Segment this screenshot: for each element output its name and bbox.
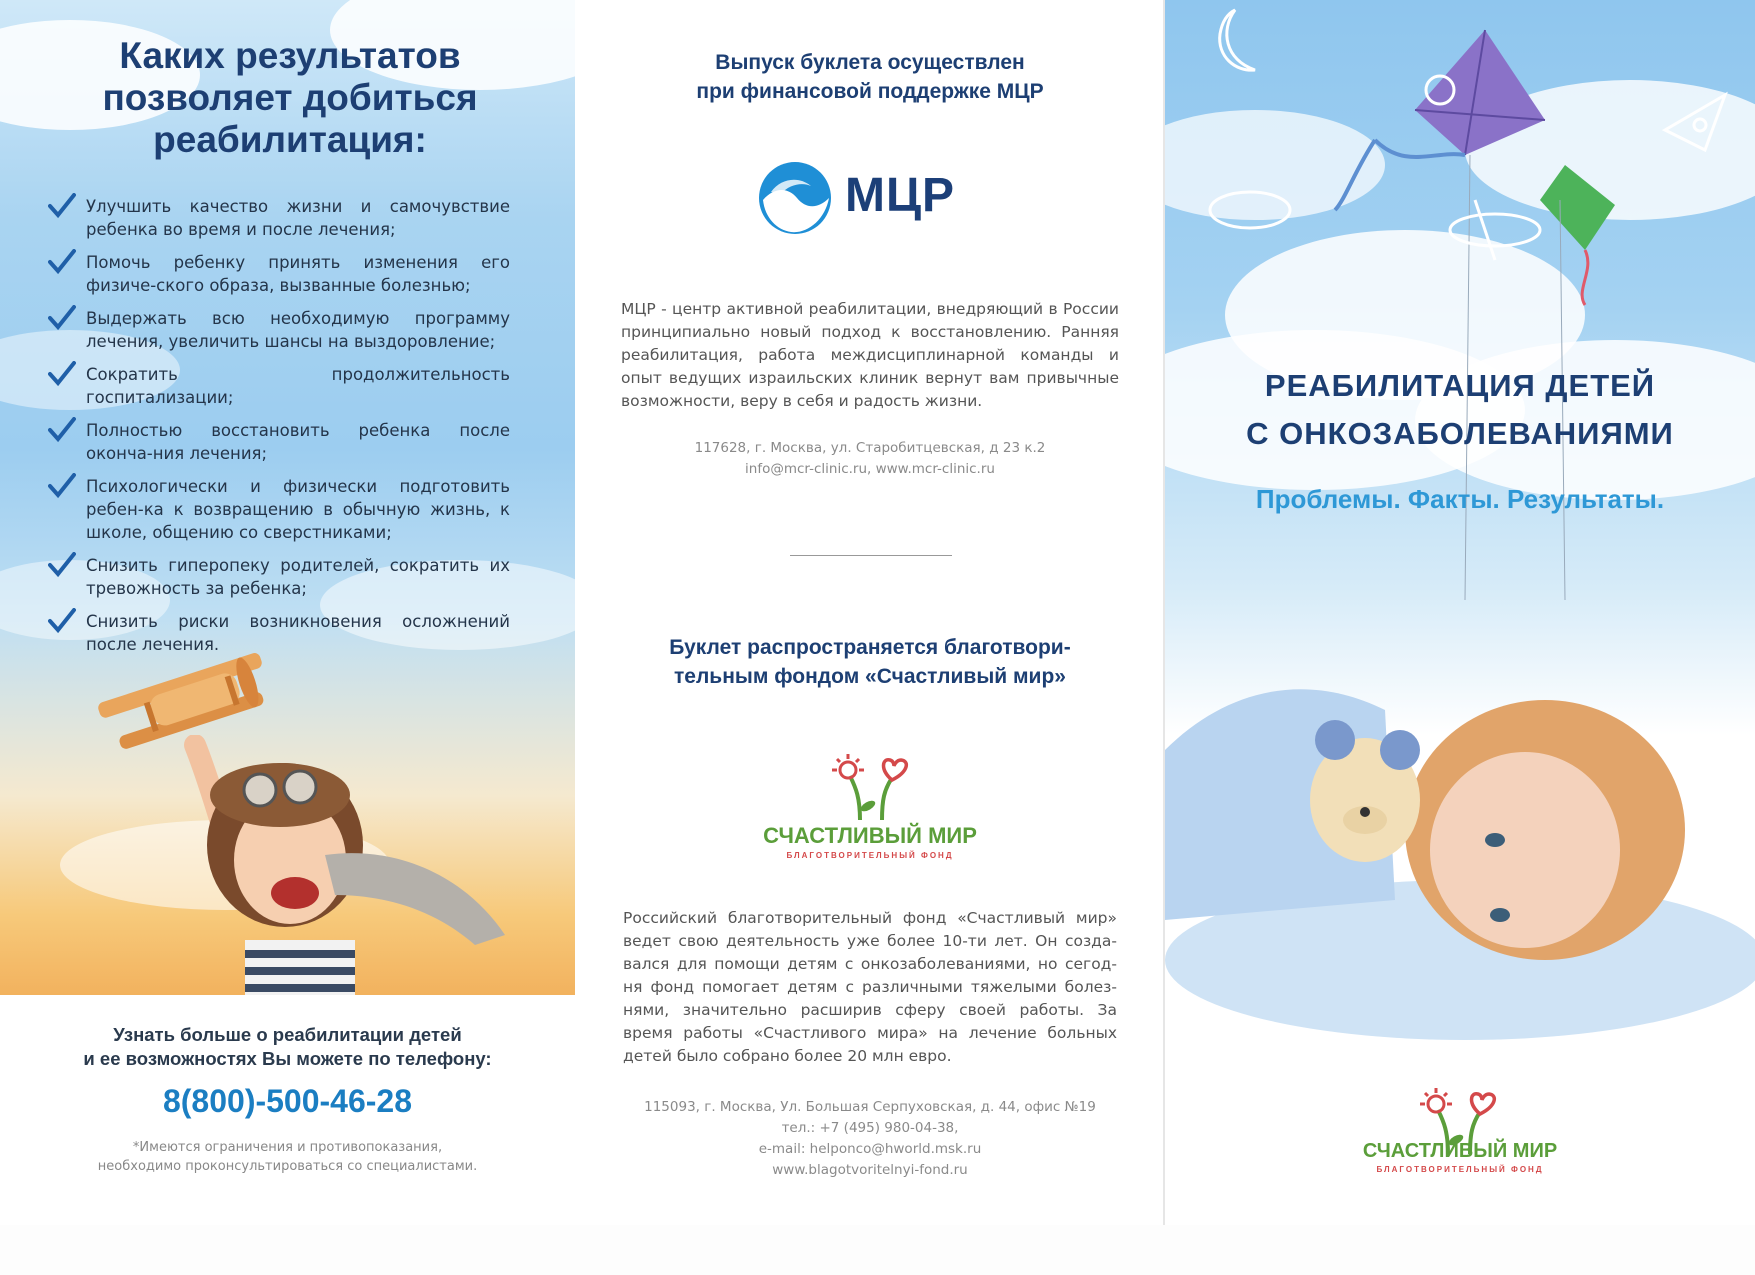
left-panel (0, 0, 575, 1225)
divider (790, 555, 952, 556)
disclaimer-note: *Имеются ограничения и противопоказания, необходимо проконсультироваться со специалистами. (97, 1140, 478, 1174)
happy-world-flower-logo-icon (820, 748, 920, 820)
distributor-heading: Буклет распространяется благотвори- тельным фондом «Счастливый мир» (669, 636, 1071, 688)
contact-question: Узнать больше о реабилитации детей и ее возможностях Вы можете по телефону: (83, 1024, 492, 1069)
mcr-description: МЦР - центр активной реабилитации, внедряющий в России принципиально новый подход к восстановлению. Ранняя реабилитация, работа междисциплинарной команды и опыт ведущих израильских клиник вернут вам привычные возможности, веру в себя и радость жизни. (621, 300, 1119, 410)
checkmark-icon (48, 608, 76, 634)
checkmark-icon (48, 473, 76, 499)
middle-panel (575, 0, 1165, 1225)
airplane-doodle-icon (1450, 200, 1540, 260)
checkmark-icon (48, 552, 76, 578)
contact-footer (0, 995, 575, 1225)
fund-logo-name: СЧАСТЛИВЫЙ МИР (763, 823, 977, 848)
fund-description: Российский благотворительный фонд «Счастливый мир» ведет свою деятельность уже более 10-ти лет. Он созда-вался для помощи детям с онкозаболеваниями, но сегод-ня фонд помогает детям с различными тяжелыми болез-нями, значительно расширив сферу своей работы. За время работы «Счастливого мира» на лечение больных детей было собрано более 20 млн евро. (623, 909, 1117, 1065)
checkmark-icon (48, 361, 76, 387)
benefit-item: Помочь ребенку принять изменения его физиче-ского образа, вызванные болезнью; (48, 251, 510, 297)
benefit-item: Выдержать всю необходимую программу лечения, увеличить шансы на выздоровление; (48, 307, 510, 353)
happy-girl-pilot-image (175, 735, 535, 995)
benefit-item: Снизить риски возникновения осложнений после лечения. (48, 610, 510, 656)
benefit-item: Снизить гиперопеку родителей, сократить их тревожность за ребенка; (48, 554, 510, 600)
fund-logo-subtitle: БЛАГОТВОРИТЕЛЬНЫЙ ФОНД (1376, 1165, 1544, 1174)
kites-doodles-illustration (1165, 0, 1755, 700)
benefit-item: Улучшить качество жизни и самочувствие ребенка во время и после лечения; (48, 195, 510, 241)
checkmark-icon (48, 305, 76, 331)
rocket-doodle-icon (1665, 95, 1725, 150)
fund-contacts: 115093, г. Москва, Ул. Большая Серпуховская, д. 44, офис №19 тел.: +7 (495) 980-04-38, e-mail: helponco@hworld.msk.ru www.blagotvoritelnyi-fond.ru (644, 1099, 1096, 1178)
cover-title: РЕАБИЛИТАЦИЯ ДЕТЕЙ С ОНКОЗАБОЛЕВАНИЯМИ (1246, 368, 1674, 451)
benefit-item: Полностью восстановить ребенка после оконча-ния лечения; (48, 419, 510, 465)
checkmark-icon (48, 417, 76, 443)
fund-logo-name: СЧАСТЛИВЫЙ МИР (1362, 1140, 1558, 1162)
phone-number[interactable]: 8(800)-500-46-28 (162, 1083, 413, 1119)
ufo-doodle-icon (1210, 192, 1290, 228)
mcr-wave-logo-icon (755, 158, 835, 238)
sponsor-heading: Выпуск буклета осуществлен при финансовой поддержке МЦР (696, 51, 1044, 103)
benefit-item: Сократить продолжительность госпитализации; (48, 363, 510, 409)
right-panel-cover (1165, 0, 1755, 1225)
fund-logo-subtitle: БЛАГОТВОРИТЕЛЬНЫЙ ФОНД (786, 851, 954, 860)
checkmark-icon (48, 193, 76, 219)
checkmark-icon (48, 249, 76, 275)
mcr-logo-text: МЦР (845, 169, 956, 222)
cover-subtitle: Проблемы. Факты. Результаты. (1255, 484, 1665, 514)
sleeping-boy-with-teddy-image (1165, 630, 1755, 1050)
mcr-contacts: 117628, г. Москва, ул. Старобитцевская, д 23 к.2 info@mcr-clinic.ru, www.mcr-clinic.ru (694, 440, 1046, 477)
crescent-moon-doodle-icon (1220, 10, 1255, 70)
benefits-title: Каких результатов позволяет добиться реабилитация: (102, 35, 478, 160)
benefits-list (48, 195, 510, 666)
kite-icon (1335, 30, 1545, 210)
benefit-item: Психологически и физически подготовить ребен-ка к возвращению в обычную жизнь, к школе, общению со сверстниками; (48, 475, 510, 544)
